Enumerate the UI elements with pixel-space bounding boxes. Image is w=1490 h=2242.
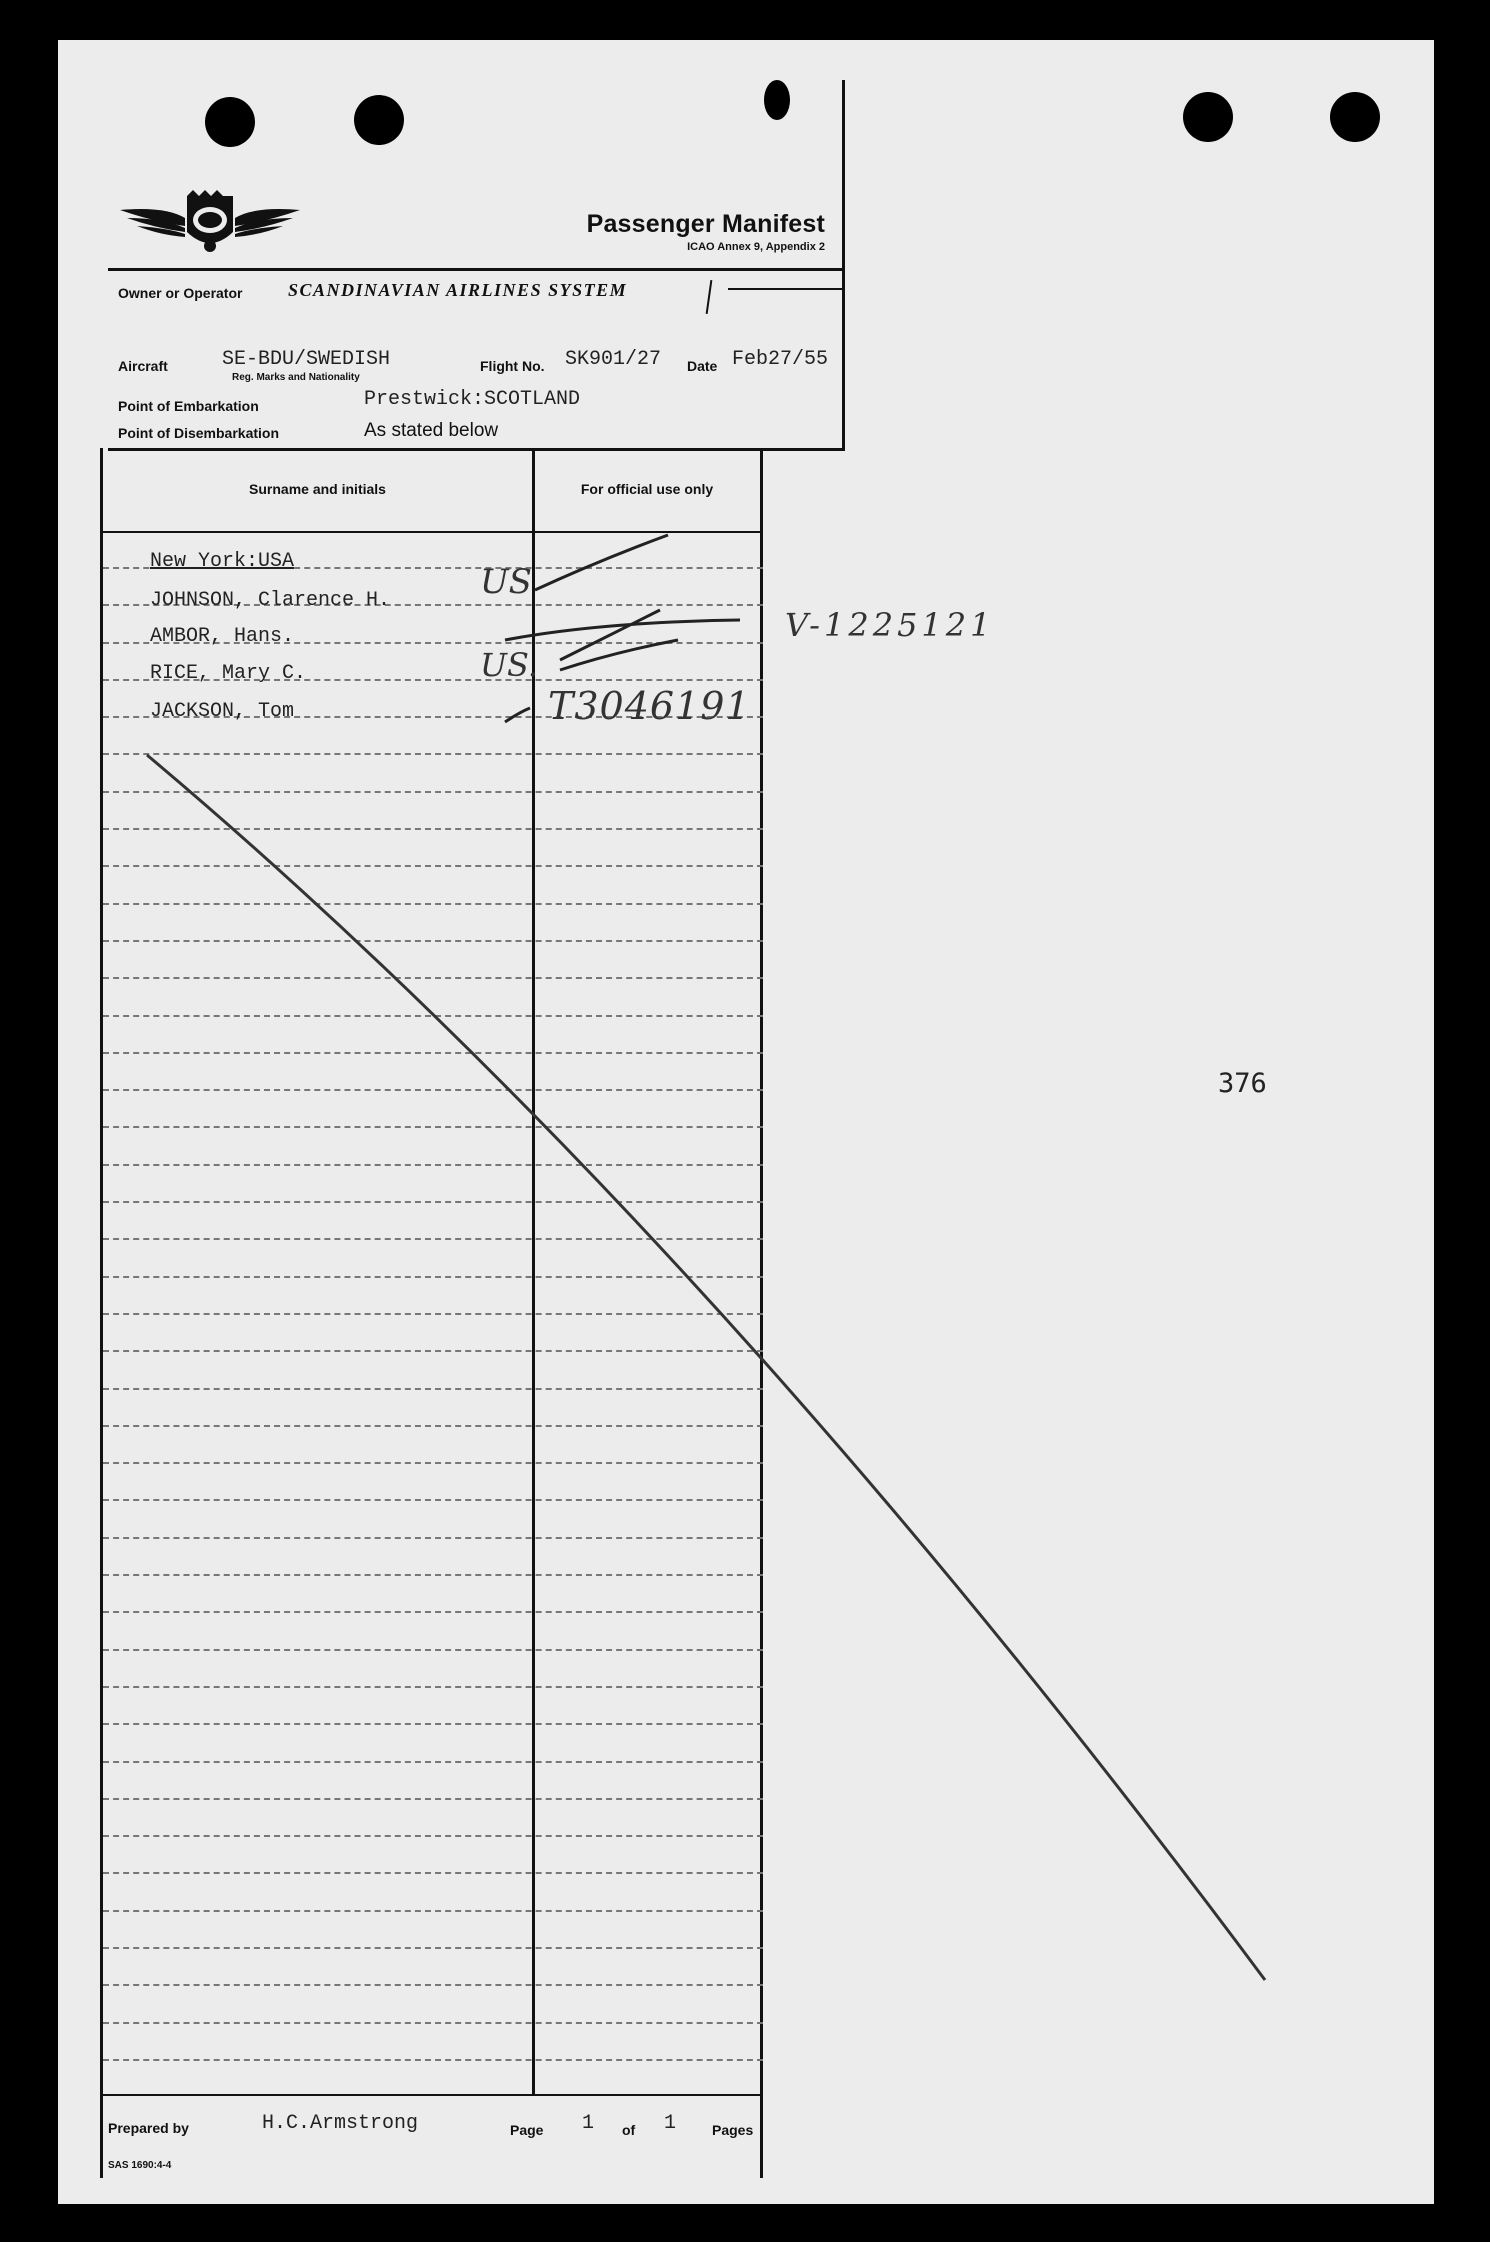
owner-value: SCANDINAVIAN AIRLINES SYSTEM (288, 280, 628, 300)
form-reference: ICAO Annex 9, Appendix 2 (687, 241, 825, 253)
page-value: 1 (582, 2112, 595, 2135)
prepared-by-label: Prepared by (108, 2120, 189, 2136)
prepared-by-value: H.C.Armstrong (262, 2112, 419, 2135)
owner-label: Owner or Operator (118, 285, 243, 301)
destination-heading: New York:USA (150, 550, 295, 573)
passenger-row-4: JACKSON, Tom (150, 700, 295, 723)
embarkation-value: Prestwick:SCOTLAND (364, 388, 581, 411)
stamp-number: 376 (1218, 1068, 1267, 1099)
date-label: Date (687, 358, 718, 374)
flight-value: SK901/27 (565, 348, 662, 371)
form-code: SAS 1690:4-4 (108, 2160, 172, 2171)
flight-label: Flight No. (480, 358, 545, 374)
pages-label: Pages (712, 2122, 754, 2138)
checkmark-row-3 (560, 640, 678, 670)
aircraft-value: SE-BDU/SWEDISH (222, 348, 391, 371)
disembarkation-value: As stated below (364, 420, 499, 441)
footer-rule (103, 2094, 761, 2096)
passenger-row-1: JOHNSON, Clarence H. (150, 589, 391, 612)
cancel-diagonal-line (147, 755, 1265, 1980)
disembarkation-label: Point of Disembarkation (118, 425, 280, 441)
annotation-visa-number: V-1225121 (785, 606, 995, 644)
aircraft-label: Aircraft (118, 358, 168, 374)
of-label: of (622, 2122, 636, 2138)
page-label: Page (510, 2122, 544, 2138)
checkmark-row-1 (535, 535, 668, 590)
embarkation-label: Point of Embarkation (118, 398, 259, 414)
form-title: Passenger Manifest (586, 210, 825, 238)
column-header-surname: Surname and initials (249, 481, 386, 497)
total-pages-value: 1 (664, 2112, 677, 2135)
passenger-1-mark: US (480, 562, 532, 602)
aircraft-sublabel: Reg. Marks and Nationality (232, 372, 360, 383)
date-value: Feb27/55 (732, 348, 829, 371)
checkmark-row-4 (505, 708, 530, 722)
passenger-row-2: AMBOR, Hans. (150, 625, 295, 648)
passenger-row-3: RICE, Mary C. (150, 662, 307, 685)
column-header-official-use: For official use only (580, 481, 714, 497)
passenger-3-mark: US. (480, 646, 538, 684)
annotation-ticket-number: T3046191 (548, 684, 751, 728)
